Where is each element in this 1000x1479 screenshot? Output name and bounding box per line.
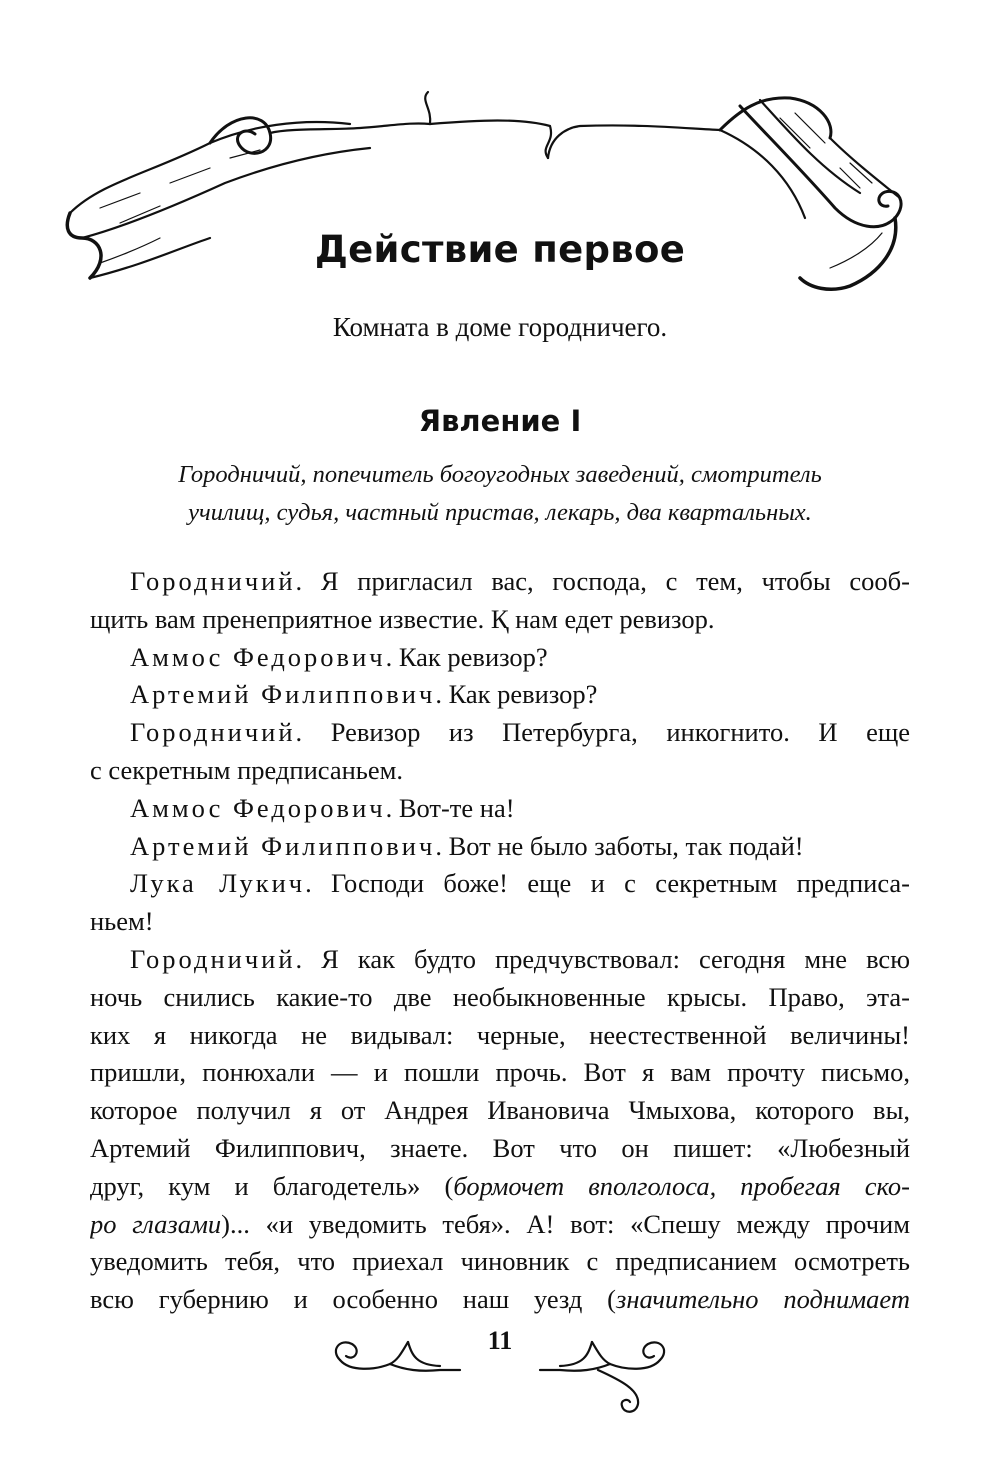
scene-title: Явление I xyxy=(418,404,582,438)
stage-direction: бормочет вполголоса, пробегая ско- xyxy=(453,1170,910,1201)
text-line: друг, кум и благодетель» (бормочет вполголоса, пробегая ско- xyxy=(90,1170,910,1201)
text-line: Городничий. Я пригласил вас, господа, с тем, чтобы сооб- xyxy=(130,566,910,596)
speaker-name: Артемий Филиппович xyxy=(130,679,436,710)
text-line: уведомить тебя, что приехал чиновник с предписанием осмотреть xyxy=(90,1246,910,1277)
text-line: ночь снились какие-то две необыкновенные крысы. Право, эта- xyxy=(90,981,910,1012)
text-line: Артемий Филиппович. Как ревизор? xyxy=(130,679,598,710)
speaker-name: Аммос Федорович xyxy=(130,792,386,823)
text-line: щить вам пренеприятное известие. Қ нам едет ревизор. xyxy=(90,603,715,634)
speaker-name: Артемий Филиппович xyxy=(130,830,436,861)
act-title: Действие первое xyxy=(314,228,686,271)
text-line: ньем! xyxy=(90,906,154,937)
text-line: ро глазами)... «и уведомить тебя». А! вот: «Спешу между прочим xyxy=(90,1208,910,1239)
cast-line: училищ, судья, частный пристав, лекарь, два квартальных. xyxy=(188,499,812,526)
text-line: Аммос Федорович. Как ревизор? xyxy=(130,641,548,672)
text-line: с секретным предписаньем. xyxy=(90,754,404,785)
text-line: Артемий Филиппович, знаете. Вот что он пишет: «Любезный xyxy=(90,1132,910,1163)
text-line: Городничий. Я как будто предчувствовал: сегодня мне всю xyxy=(130,943,910,974)
speaker-name: Городничий xyxy=(130,717,296,748)
dialogue-text xyxy=(90,563,910,1319)
cast-line: Городничий, попечитель богоугодных заведений, смотритель xyxy=(178,461,822,488)
text-line: ких я никогда не видывал: черные, неестественной величины! xyxy=(90,1019,910,1050)
text-line: всю губернию и особенно наш уезд (значительно поднимает xyxy=(90,1284,910,1315)
text-line: Артемий Филиппович. Вот не было заботы, так подай! xyxy=(130,830,804,861)
page-number: 11 xyxy=(487,1326,513,1355)
stage-direction: ро глазами xyxy=(90,1208,222,1239)
text-line: Аммос Федорович. Вот-те на! xyxy=(130,792,515,823)
cast-list xyxy=(110,456,890,532)
speaker-name: Городничий xyxy=(130,566,296,596)
text-line: Городничий. Ревизор из Петербурга, инкогнито. И еще xyxy=(130,717,910,748)
scene-setting: Комната в доме городничего. xyxy=(332,312,668,342)
text-line: пришли, понюхали — и пошли прочь. Вот я вам прочту письмо, xyxy=(90,1057,910,1088)
text-line: Лука Лукич. Господи боже! еще и с секретным предписа- xyxy=(130,868,910,899)
text-line: которое получил я от Андрея Ивановича Чмыхова, которого вы, xyxy=(90,1095,910,1126)
speaker-name: Аммос Федорович xyxy=(130,641,386,672)
speaker-name: Лука Лукич xyxy=(130,868,306,899)
stage-direction: значительно поднимает xyxy=(616,1284,910,1315)
speaker-name: Городничий xyxy=(130,943,296,974)
